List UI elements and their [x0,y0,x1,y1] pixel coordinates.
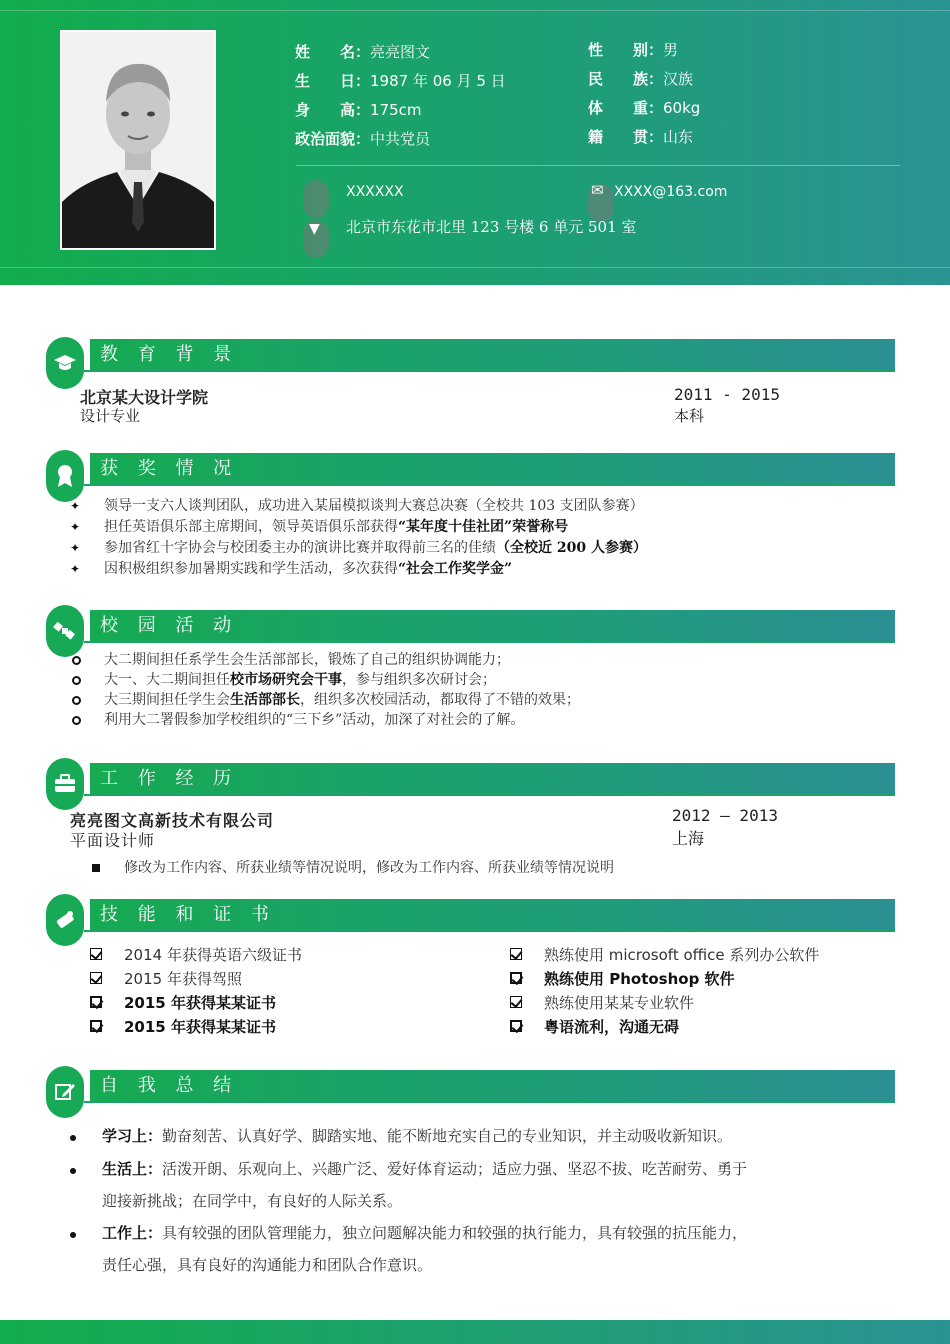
briefcase-icon [46,758,84,810]
section-rule-education [84,370,895,372]
ethnicity-row: 民 族：汉族 [588,70,694,88]
ethnicity-value: 汉族 [663,70,694,88]
job-position: 平面设计师 [70,831,156,850]
four-point-star-icon: ✦ [70,520,81,534]
section-rule-summary [84,1101,895,1103]
email-value: XXXX@163.com [614,184,728,200]
profile-photo [60,30,216,250]
name-value: 亮亮图文 [370,43,431,61]
dot-bullet-icon [70,1135,76,1141]
email-icon: ✉ [591,181,604,199]
birth-row: 生 日：1987 年 06 月 5 日 [295,72,506,90]
award-ribbon-icon [46,450,84,502]
checkbox-checked-icon [90,948,102,960]
dot-bullet-icon [70,1168,76,1174]
satellite-icon [46,605,84,657]
origin-row: 籍 贯：山东 [588,128,694,146]
height-value: 175cm [370,101,422,119]
section-title-campus: 校 园 活 动 [90,610,895,641]
checkbox-checked-icon [90,972,102,984]
address-value: 北京市东花市北里 123 号楼 6 单元 501 室 [346,218,637,236]
gender-row: 性 别：男 [588,41,679,59]
checkbox-checked-icon [90,1020,102,1032]
name-row: 姓 名：亮亮图文 [295,43,431,61]
phone-icon [303,180,329,218]
checkbox-checked-icon [510,1020,522,1032]
height-row: 身 高：175cm [295,101,422,119]
ring-bullet-icon [72,696,81,705]
ring-bullet-icon [72,676,81,685]
education-years: 2011 - 2015 [674,385,780,404]
weight-value: 60kg [663,99,701,117]
school-name: 北京某大设计学院 [80,388,209,407]
location-marker-icon: ▼ [309,221,320,237]
section-title-work: 工 作 经 历 [90,763,895,794]
edit-pencil-icon [46,1066,84,1118]
graduation-cap-icon [46,337,84,389]
section-title-education: 教 育 背 景 [90,339,895,370]
certificate-icon [46,894,84,946]
section-title-summary: 自 我 总 结 [90,1070,895,1101]
phone-value: XXXXXX [346,184,404,200]
header-banner [0,0,950,285]
header-divider [296,165,900,166]
header-bottom-rule [0,267,950,268]
header-top-rule [0,10,950,11]
checkbox-checked-icon [510,972,522,984]
birth-value: 1987 年 06 月 5 日 [370,72,506,90]
major: 设计专业 [80,407,141,425]
ring-bullet-icon [72,656,81,665]
checkbox-checked-icon [510,996,522,1008]
four-point-star-icon: ✦ [70,541,81,555]
work-city: 上海 [672,829,705,848]
four-point-star-icon: ✦ [70,499,81,513]
section-rule-work [84,794,895,796]
weight-row: 体 重：60kg [588,99,701,117]
politics-value: 中共党员 [370,130,431,148]
section-title-skills: 技 能 和 证 书 [90,899,895,930]
four-point-star-icon: ✦ [70,562,81,576]
section-rule-awards [84,484,895,486]
section-title-awards: 获 奖 情 况 [90,453,895,484]
ring-bullet-icon [72,716,81,725]
company-name: 亮亮图文高新技术有限公司 [70,811,275,830]
checkbox-checked-icon [90,996,102,1008]
checkbox-checked-icon [510,948,522,960]
portrait-image [62,32,214,248]
origin-value: 山东 [663,128,694,146]
footer-band [0,1320,950,1344]
work-years: 2012 – 2013 [672,806,778,825]
degree: 本科 [674,407,705,425]
section-rule-skills [84,930,895,932]
politics-row: 政治面貌：中共党员 [295,130,431,148]
dot-bullet-icon [70,1232,76,1238]
section-rule-campus [84,641,895,643]
gender-value: 男 [663,41,679,59]
square-bullet-icon [92,864,100,872]
